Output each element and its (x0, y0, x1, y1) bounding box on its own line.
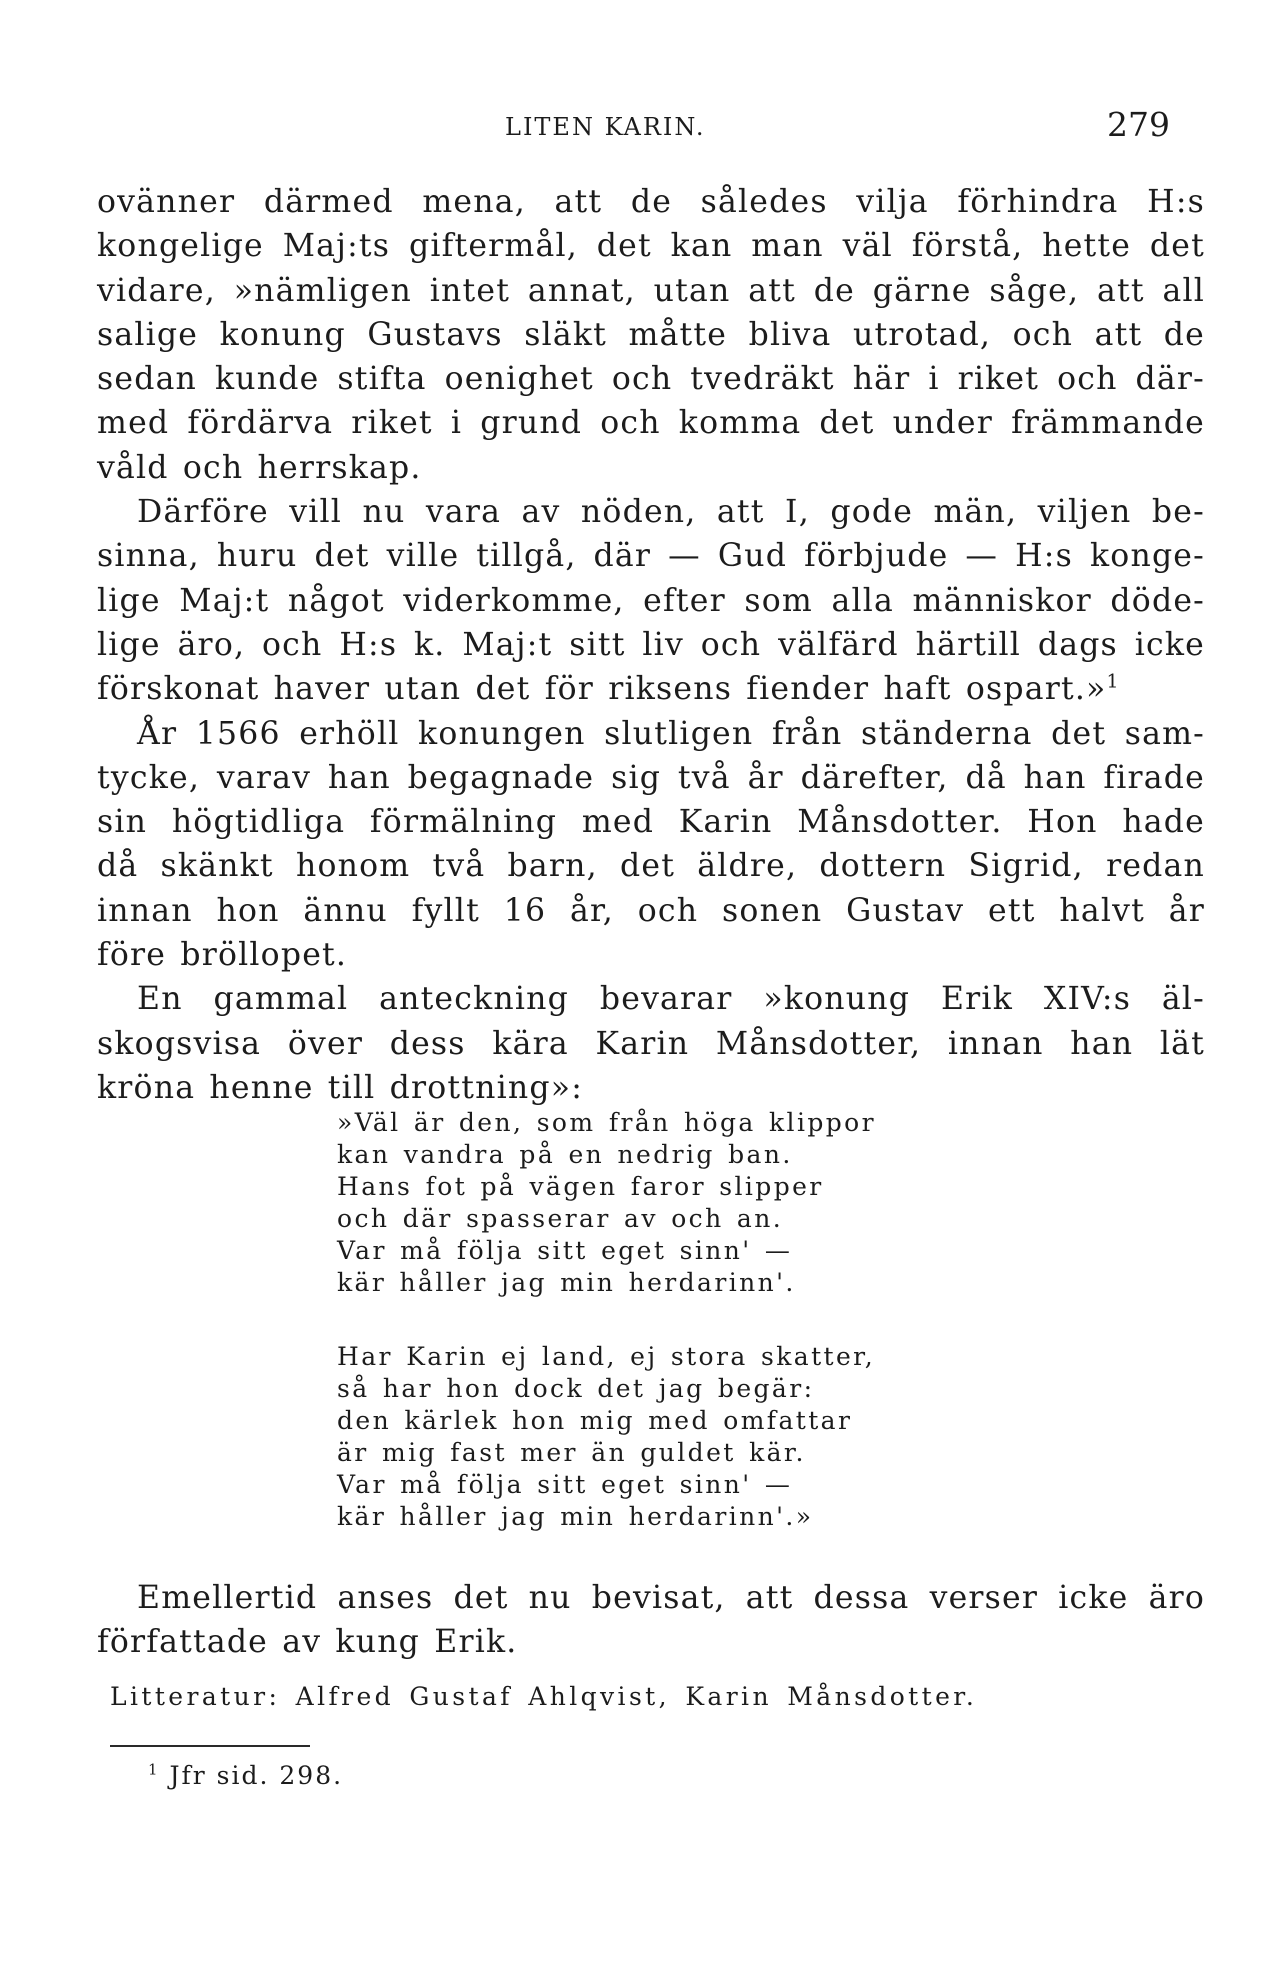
footnote-divider (110, 1745, 310, 1747)
body-line: innan hon ännu fyllt 16 år, och sonen Gustav ett halvt år (97, 892, 1205, 929)
body-line: tycke, varav han begagnade sig två år därefter, då han firade (97, 759, 1205, 796)
poem-line: och där spasserar av och an. (337, 1204, 784, 1233)
footnote-text: Jfr sid. 298. (169, 1761, 344, 1790)
body-line (97, 667, 1205, 711)
body-line: ovänner därmed mena, att de således vilja förhindra H:s (97, 184, 1205, 220)
body-line: Därföre vill nu vara av nöden, att I, gode män, viljen be- (137, 494, 1205, 531)
body-line: lige Maj:t något viderkomme, efter som alla människor döde- (97, 582, 1205, 619)
poem-stanza (337, 1107, 876, 1299)
footnote-reference: 1 (1106, 670, 1120, 693)
literature-reference (110, 1682, 977, 1711)
body-line: Emellertid anses det nu bevisat, att dessa verser icke äro (137, 1580, 1205, 1616)
page-header (0, 105, 1275, 145)
body-line: kongelige Maj:ts giftermål, det kan man väl förstå, hette det (97, 228, 1205, 265)
body-line: sedan kunde stifta oenighet och tvedräkt här i riket och där- (97, 361, 1205, 398)
poem-line: Hans fot på vägen faror slipper (337, 1172, 824, 1201)
page-number: 279 (1107, 105, 1170, 144)
body-text (97, 180, 1205, 1110)
poem-line: så har hon dock det jag begär: (337, 1374, 815, 1403)
body-line: sinna, huru det ville tillgå, där — Gud förbjude — H:s konge- (97, 538, 1205, 575)
body-line: kröna henne till drottning»: (97, 1069, 584, 1106)
poem (337, 1107, 876, 1575)
body-line: salige konung Gustavs släkt måtte bliva utrotad, och att de (97, 316, 1205, 353)
running-title: LITEN KARIN. (505, 113, 706, 141)
poem-line: kan vandra på en nedrig ban. (337, 1140, 793, 1169)
literature-label: Litteratur: (110, 1682, 281, 1711)
body-line: då skänkt honom två barn, det äldre, dottern Sigrid, redan (97, 848, 1205, 885)
poem-line: kär håller jag min herdarinn'.» (337, 1502, 814, 1531)
poem-line: »Väl är den, som från höga klippor (337, 1108, 876, 1137)
poem-line: Har Karin ej land, ej stora skatter, (337, 1342, 876, 1371)
body-line: med fördärva riket i grund och komma det under främmande (97, 405, 1205, 442)
body-line: före bröllopet. (97, 937, 348, 974)
poem-line: är mig fast mer än guldet kär. (337, 1438, 806, 1467)
body-line-text: förskonat haver utan det för riksens fiender haft ospart.» (97, 671, 1107, 708)
poem-line: den kärlek hon mig med omfattar (337, 1406, 853, 1435)
body-line: våld och herrskap. (97, 449, 422, 486)
poem-line: kär håller jag min herdarinn'. (337, 1268, 796, 1297)
body-line: lige äro, och H:s k. Maj:t sitt liv och välfärd härtill dags icke (97, 626, 1205, 663)
literature-text: Alfred Gustaf Ahlqvist, Karin Månsdotter. (295, 1682, 978, 1711)
body-line: vidare, »nämligen intet annat, utan att de gärne såge, att all (97, 272, 1205, 309)
poem-line: Var må följa sitt eget sinn' — (337, 1470, 793, 1499)
footnote-marker: 1 (148, 1760, 160, 1779)
footnote (148, 1761, 343, 1790)
poem-line: Var må följa sitt eget sinn' — (337, 1236, 793, 1265)
body-line: En gammal anteckning bevarar »konung Erik XIV:s äl- (137, 981, 1205, 1018)
body-line: skogsvisa över dess kära Karin Månsdotter, innan han lät (97, 1025, 1205, 1062)
body-line: År 1566 erhöll konungen slutligen från ständerna det sam- (137, 715, 1205, 752)
poem-stanza (337, 1341, 876, 1533)
body-line: sin högtidliga förmälning med Karin Månsdotter. Hon hade (97, 804, 1205, 841)
body-line: författade av kung Erik. (97, 1624, 518, 1661)
closing-paragraph (97, 1574, 1205, 1663)
